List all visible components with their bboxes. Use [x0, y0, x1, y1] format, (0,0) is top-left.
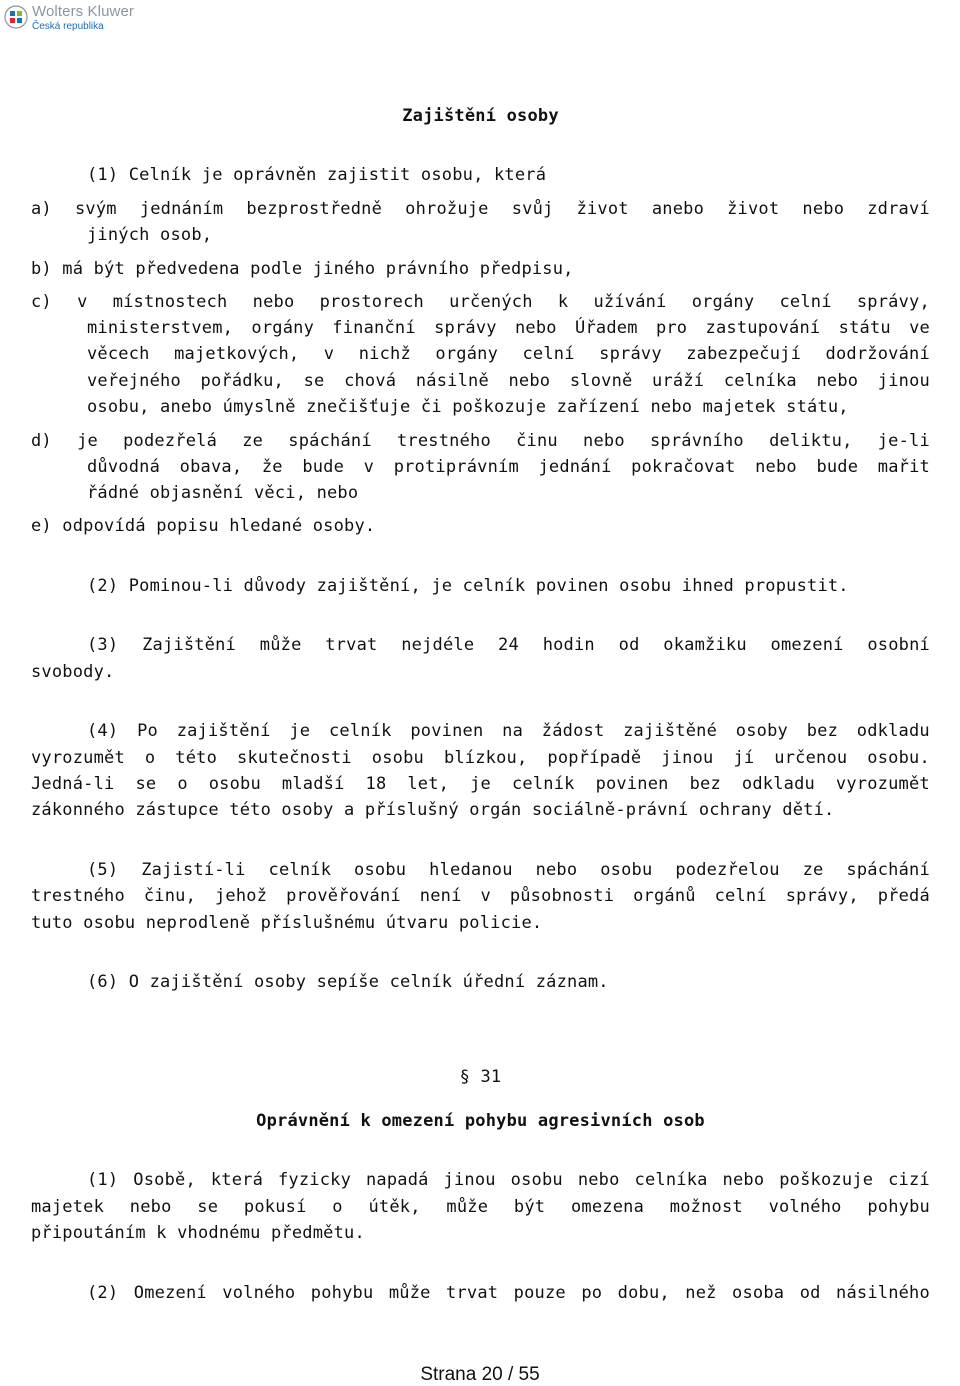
word: jinou — [877, 371, 930, 391]
word: cizí — [888, 1170, 930, 1190]
word: chová — [344, 371, 397, 391]
word: jinou — [661, 748, 714, 768]
word: svým — [74, 199, 117, 219]
word: činu — [516, 431, 558, 451]
paragraph-4-line-1 — [31, 718, 930, 744]
word: je — [470, 774, 491, 794]
word: Omezení — [133, 1283, 207, 1303]
publisher-logo — [4, 3, 134, 35]
word: nejdéle — [401, 635, 475, 655]
word: život — [576, 199, 629, 219]
word: k — [557, 292, 569, 312]
word: Po — [137, 721, 158, 741]
word: zajištěné — [623, 721, 718, 741]
word: nebo — [252, 292, 295, 312]
word: bude — [302, 457, 345, 477]
word: o — [177, 774, 188, 794]
word: násilně — [415, 371, 489, 391]
word: omezena — [570, 1197, 645, 1217]
s2-paragraph-1-line-2 — [31, 1194, 930, 1220]
word: zastupování — [705, 318, 821, 338]
word: působnosti — [509, 886, 615, 906]
word: této — [175, 748, 218, 768]
word: osoby — [735, 721, 788, 741]
word: osobu — [600, 860, 653, 880]
item-d-line-2 — [31, 454, 930, 480]
word: může — [388, 1283, 431, 1303]
word: orgány — [251, 318, 314, 338]
word: pokusí — [243, 1197, 307, 1217]
word: trvat — [446, 1283, 499, 1303]
section-title: Zajištění osoby — [402, 106, 559, 126]
word: jednání — [538, 457, 612, 477]
word: věcech — [87, 344, 150, 364]
word: 18 — [365, 774, 387, 794]
item-c-line-2 — [31, 315, 930, 341]
word: pokračovat — [631, 457, 736, 477]
wolters-kluwer-logo-icon — [4, 5, 28, 29]
word: může — [259, 635, 302, 655]
word: předá — [877, 886, 930, 906]
word: fyzicky — [277, 1170, 352, 1190]
word: nebo — [129, 1197, 172, 1217]
word: být — [513, 1197, 546, 1217]
item-c-line-3 — [31, 341, 930, 367]
paragraph-1-intro: (1) Celník je oprávněn zajistit osobu, která — [87, 165, 547, 185]
page-number: Strana 20 / 55 — [420, 1364, 540, 1385]
word: volného — [768, 1197, 842, 1217]
word: Zajistí-li — [141, 860, 246, 880]
word: bezprostředně — [246, 199, 383, 219]
word: odkladu — [741, 774, 815, 794]
word: celníka — [634, 1170, 708, 1190]
word: život — [727, 199, 780, 219]
word: celník — [328, 721, 392, 741]
word: bez — [689, 774, 721, 794]
word: správy — [599, 344, 662, 364]
word: nebo — [535, 860, 578, 880]
word: nebo — [514, 318, 557, 338]
word: násilného — [836, 1283, 930, 1303]
word: o — [144, 748, 156, 768]
word: c) — [31, 292, 52, 312]
word: povinen — [410, 721, 484, 741]
word: (4) — [87, 721, 119, 741]
word: ve — [909, 318, 930, 338]
word: činu, — [143, 886, 197, 906]
word: v — [363, 457, 375, 477]
word: majetek — [31, 1197, 105, 1217]
paragraph-5-line-3: tuto osobu neprodleně příslušnému útvaru policie. — [31, 913, 543, 933]
item-c-line-5: osobu, anebo úmyslně znečišťuje či poškozuje zařízení nebo majetek státu, — [87, 397, 849, 417]
word: skutečnosti — [237, 748, 352, 768]
word: než — [685, 1283, 717, 1303]
word: celní — [779, 292, 832, 312]
word: Osobě, — [133, 1170, 196, 1190]
word: celní — [714, 886, 767, 906]
word: popřípadě — [547, 748, 642, 768]
word: útěk, — [368, 1197, 421, 1217]
word: zabezpečují — [686, 344, 802, 364]
word: užívání — [593, 292, 667, 312]
word: Zajištění — [142, 635, 236, 655]
word: (1) — [87, 1170, 119, 1190]
word: státu — [838, 318, 891, 338]
word: důvodná — [87, 457, 161, 477]
word: nebo — [722, 1170, 765, 1190]
word: nebo — [816, 371, 859, 391]
item-a-line-2: jiných osob, — [87, 225, 213, 245]
word: správního — [649, 431, 744, 451]
word: anebo — [651, 199, 705, 219]
item-e: e) odpovídá popisu hledané osoby. — [31, 516, 376, 536]
word: dobu, — [617, 1283, 670, 1303]
word: určených — [449, 292, 533, 312]
word: zdraví — [867, 199, 930, 219]
word: a) — [31, 199, 52, 219]
item-c-line-4 — [31, 368, 930, 394]
word: osobní — [867, 635, 930, 655]
word: osoba — [732, 1283, 785, 1303]
word: odkladu — [856, 721, 930, 741]
word: jinou — [443, 1170, 496, 1190]
word: pořádku, — [200, 371, 284, 391]
word: nebo — [802, 199, 845, 219]
section-number: § 31 — [459, 1067, 502, 1087]
word: od — [799, 1283, 821, 1303]
word: napadá — [365, 1170, 429, 1190]
word: možnost — [669, 1197, 743, 1217]
word: zajištění — [176, 721, 271, 741]
word: nebo — [508, 371, 551, 391]
word: osobu — [354, 860, 407, 880]
word: pro — [655, 318, 688, 338]
word: se — [197, 1197, 219, 1217]
word: orgánů — [633, 886, 696, 906]
word: Úřadem — [575, 318, 638, 338]
word: mladší — [281, 774, 345, 794]
item-c-line-1 — [31, 289, 930, 315]
logo-sub-text: Česká republika — [32, 21, 104, 32]
word: obava, — [179, 457, 243, 477]
word: Jedná-li — [31, 774, 115, 794]
paragraph-4-line-4: zákonného zástupce této osoby a příslušný orgán sociálně-právní ochrany dětí. — [31, 800, 835, 820]
item-a-line-1 — [31, 196, 930, 222]
word: na — [502, 721, 524, 741]
section-2-title: Oprávnění k omezení pohybu agresivních osob — [256, 1111, 705, 1131]
word: blízkou, — [443, 748, 528, 768]
word: jí — [733, 748, 755, 768]
word: ministerstvem, — [87, 318, 234, 338]
item-d-line-1 — [31, 428, 930, 454]
word: pohybu — [867, 1197, 930, 1217]
word: je — [77, 431, 98, 451]
word: vyrozumět — [31, 748, 125, 768]
word: v — [77, 292, 88, 312]
word: (3) — [87, 635, 119, 655]
word: se — [135, 774, 157, 794]
word: určenou — [774, 748, 848, 768]
word: jehož — [214, 886, 268, 906]
logo-brand-text: Wolters Kluwer — [32, 3, 134, 20]
word: podezřelá — [123, 431, 218, 451]
word: je — [289, 721, 311, 741]
word: hodin — [542, 635, 595, 655]
word: let, — [407, 774, 450, 794]
word: nebo — [755, 457, 797, 477]
word: ze — [802, 860, 824, 880]
word: (2) — [87, 1283, 119, 1303]
word: pouze — [513, 1283, 566, 1303]
word: celníka — [723, 371, 797, 391]
word: ze — [242, 431, 264, 451]
word: od — [618, 635, 640, 655]
word: (5) — [87, 860, 119, 880]
word: veřejného — [87, 371, 181, 391]
word: bez — [806, 721, 839, 741]
word: finanční — [332, 318, 416, 338]
word: vyrozumět — [835, 774, 930, 794]
word: nebo — [583, 431, 625, 451]
word: že — [261, 457, 283, 477]
word: trestného — [396, 431, 491, 451]
word: spáchání — [846, 860, 930, 880]
word: osobu — [208, 774, 261, 794]
word: osobu — [371, 748, 424, 768]
word: volného — [222, 1283, 296, 1303]
word: celní — [522, 344, 575, 364]
word: správy, — [856, 292, 930, 312]
word: trvat — [325, 635, 378, 655]
word: prostorech — [319, 292, 424, 312]
s2-paragraph-1-line-3: připoutáním k vhodnému předmětu. — [31, 1223, 365, 1243]
word: hledanou — [429, 860, 513, 880]
word: povinen — [595, 774, 669, 794]
paragraph-6: (6) O zajištění osoby sepíše celník úřední záznam. — [87, 972, 609, 992]
word: může — [446, 1197, 489, 1217]
word: správy — [434, 318, 497, 338]
word: bude — [816, 457, 859, 477]
word: celník — [268, 860, 332, 880]
paragraph-2: (2) Pominou-li důvody zajištění, je celník povinen osobu ihned propustit. — [87, 576, 849, 596]
word: d) — [31, 431, 52, 451]
word: po — [581, 1283, 603, 1303]
word: dodržování — [825, 344, 930, 364]
word: je-li — [877, 431, 930, 451]
word: osobu — [510, 1170, 563, 1190]
word: svůj — [511, 199, 554, 219]
word: orgány — [435, 344, 498, 364]
s2-paragraph-1-line-1 — [31, 1167, 930, 1193]
word: osobu. — [867, 748, 930, 768]
word: nebo — [577, 1170, 620, 1190]
item-b: b) má být předvedena podle jiného právního předpisu, — [31, 259, 574, 279]
paragraph-4-line-3 — [31, 771, 930, 797]
s2-paragraph-2-line-1 — [31, 1280, 930, 1306]
word: protiprávním — [393, 457, 519, 477]
word: omezení — [770, 635, 844, 655]
word: spáchání — [288, 431, 372, 451]
word: pohybu — [310, 1283, 374, 1303]
word: slovně — [569, 371, 633, 391]
word: celník — [511, 774, 575, 794]
word: mařit — [877, 457, 930, 477]
word: správy, — [785, 886, 859, 906]
word: v — [480, 886, 491, 906]
word: žádost — [541, 721, 605, 741]
paragraph-4-line-2 — [31, 745, 930, 771]
paragraph-3-line-2: svobody. — [31, 662, 115, 682]
paragraph-3-line-1 — [31, 632, 930, 658]
word: majetkových, — [174, 344, 300, 364]
word: 24 — [498, 635, 519, 655]
word: prověřování — [286, 886, 401, 906]
word: uráží — [652, 371, 705, 391]
item-d-line-3: řádné objasnění věci, nebo — [87, 483, 359, 503]
word: deliktu, — [769, 431, 853, 451]
word: není — [419, 886, 462, 906]
word: podezřelou — [675, 860, 780, 880]
paragraph-5-line-2 — [31, 883, 930, 909]
paragraph-5-line-1 — [31, 857, 930, 883]
word: jednáním — [139, 199, 224, 219]
word: se — [303, 371, 325, 391]
word: nichž — [358, 344, 411, 364]
word: která — [210, 1170, 264, 1190]
word: trestného — [31, 886, 125, 906]
word: orgány — [691, 292, 755, 312]
word: okamžiku — [663, 635, 747, 655]
word: v — [323, 344, 335, 364]
word: ohrožuje — [405, 199, 489, 219]
word: místnostech — [112, 292, 228, 312]
word: o — [332, 1197, 343, 1217]
word: poškozuje — [779, 1170, 874, 1190]
